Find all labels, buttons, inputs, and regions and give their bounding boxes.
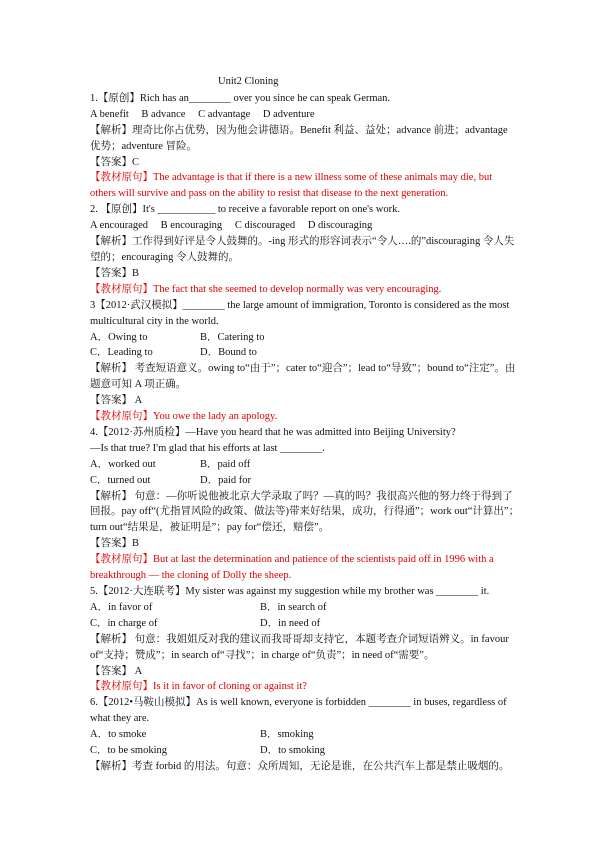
q2-stem: 2. 【原创】It's ___________ to receive a favorable report on one's work. xyxy=(90,204,400,216)
q3-option-b: B．Catering to xyxy=(200,331,265,343)
q3-option-a: A．Owing to xyxy=(90,331,148,343)
q1-stem: 1.【原创】Rich has an________ over you since he can speak German. xyxy=(90,92,391,104)
q6-option-c: C．to be smoking xyxy=(90,745,168,757)
q4-options-row2 xyxy=(90,473,520,489)
q4-option-c: C．turned out xyxy=(90,474,151,486)
q3-options-row1 xyxy=(90,330,520,346)
q2-options xyxy=(90,218,520,234)
q3-answer: 【答案】 A xyxy=(90,395,143,407)
q4-options-row1 xyxy=(90,457,520,473)
q6-options-row2 xyxy=(90,743,520,759)
q5-options-row2 xyxy=(90,616,520,632)
q4-analysis: 【解析】 句意：—你听说他被北京大学录取了吗？—真的吗？我很高兴他的努力终于得到了回报。pay off“(尤指冒风险的政策、做法等)带来好结果，成功，行得通”；work out“计算出”；turn out“结果是，被证明是”；pay for“偿还，赔偿”。 xyxy=(90,490,520,534)
q2-answer: 【答案】B xyxy=(90,267,140,279)
q4-option-d: D．paid for xyxy=(200,474,252,486)
q1-analysis: 【解析】理奇比你占优势，因为他会讲德语。Benefit 利益、益处；advance 前进；advantage 优势；adventure 冒险。 xyxy=(90,124,508,152)
q6-option-a: A．to smoke xyxy=(90,729,147,741)
q1-option-b: B advance xyxy=(141,108,186,120)
q2-option-a: A encouraged xyxy=(90,220,149,232)
q5-option-d: D．in need of xyxy=(260,617,321,629)
q5-answer: 【答案】 A xyxy=(90,665,143,677)
q3-option-c: C．Leading to xyxy=(90,347,153,359)
q1-answer: 【答案】C xyxy=(90,156,140,168)
q2-option-d: D discouraging xyxy=(307,220,373,232)
q6-stem: 6.【2012•马鞍山模拟】As is well known, everyone is forbidden ________ in buses, regardless of what they are. xyxy=(90,697,507,725)
q4-option-b: B．paid off xyxy=(200,458,251,470)
q5-option-a: A．in favor of xyxy=(90,601,153,613)
q4-source: 【教材原句】But at last the determination and patience of the scientists paid off in 1996 with a breakthrough — the cloning of Dolly the sheep. xyxy=(90,554,494,582)
q5-options-row1 xyxy=(90,600,520,616)
q5-stem: 5.【2012·大连联考】My sister was against my suggestion while my brother was ________ it. xyxy=(90,586,490,597)
q3-option-d: D．Bound to xyxy=(200,347,257,359)
q4-stem-1: 4.【2012·苏州质检】—Have you heard that he was admitted into Beijing University? xyxy=(90,426,456,438)
q3-analysis: 【解析】 考查短语意义。owing to“由于”；cater to“迎合”；lead to“导致”；bound to“注定”。由题意可知 A 项正确。 xyxy=(90,363,516,391)
q5-analysis: 【解析】 句意：我姐姐反对我的建议而我哥哥却支持它，本题考查介词短语辨义。in favour of“支持；赞成”；in search of“寻找”；in charge of“负责”；in need of“需要”。 xyxy=(90,633,509,661)
q6-option-b: B．smoking xyxy=(260,729,314,741)
q4-answer: 【答案】B xyxy=(90,538,140,550)
q4-option-a: A．worked out xyxy=(90,458,156,470)
q5-source: 【教材原句】Is it in favor of cloning or against it? xyxy=(90,681,307,693)
q6-option-d: D．to smoking xyxy=(260,745,326,757)
q2-source: 【教材原句】The fact that she seemed to develop normally was very encouraging. xyxy=(90,283,442,295)
q2-analysis: 【解析】工作得到好评是令人鼓舞的。-ing 形式的形容词表示“令人….的”discouraging 令人失望的；encouraging 令人鼓舞的。 xyxy=(90,236,515,263)
q6-options-row1 xyxy=(90,727,520,743)
q1-option-d: D adventure xyxy=(262,108,315,120)
q2-option-c: C discouraged xyxy=(234,220,296,232)
q1-option-c: C advantage xyxy=(198,108,251,120)
q3-source: 【教材原句】You owe the lady an apology. xyxy=(90,411,278,423)
page-title: Unit2 Cloning xyxy=(218,76,279,87)
q5-option-b: B．in search of xyxy=(260,601,327,613)
q3-stem: 3【2012·武汉模拟】________ the large amount of immigration, Toronto is considered as the most multicultural city in the world. xyxy=(90,299,510,327)
document-page xyxy=(90,74,520,775)
q5-option-c: C．in charge of xyxy=(90,617,158,629)
q3-options-row2 xyxy=(90,345,520,361)
q1-source: 【教材原句】The advantage is that if there is a new illness some of these animals may die, but others will survive and pass on the ability to resist that disease to the next generation. xyxy=(90,172,493,200)
q1-option-a: A benefit xyxy=(90,108,129,120)
q1-options xyxy=(90,107,520,123)
q2-option-b: B encouraging xyxy=(160,220,223,232)
q6-analysis: 【解析】考查 forbid 的用法。句意：众所周知，无论是谁，在公共汽车上都是禁止吸烟的。 xyxy=(90,760,510,772)
q4-stem-2: —Is that true? I'm glad that his efforts at last ________. xyxy=(90,442,325,454)
